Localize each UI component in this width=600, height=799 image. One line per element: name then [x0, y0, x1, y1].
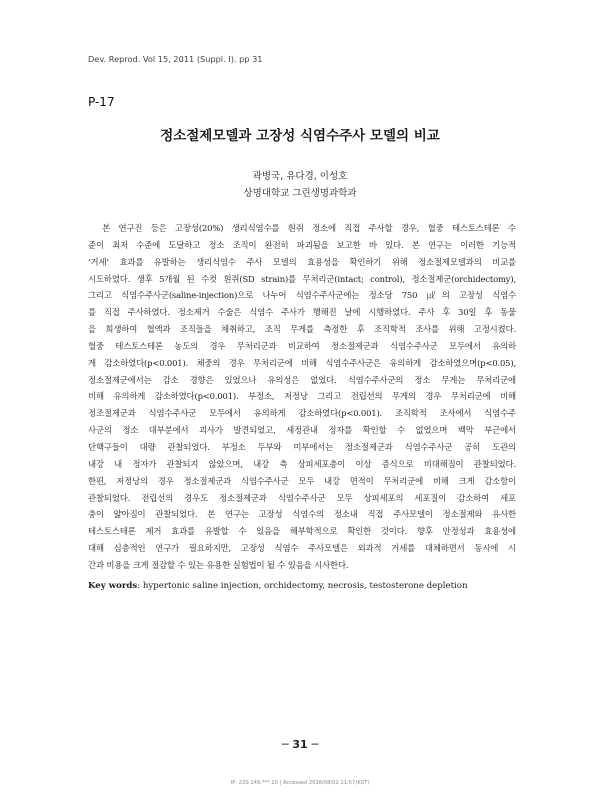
paper-title: 정소절제모델과 고장성 식염수주사 모델의 비교 [160, 128, 440, 144]
abstract-line: 본 연구진 등은 고장성(20%) 생리식염수를 흰쥐 정소에 직접 주사할 경우, 혈중 테스토스테론 수 [88, 223, 516, 233]
abstract-line: 그리고 식염수주사군(saline-injection)으로 나누어 식염수주사군에는 정소당 750 ㎕의 고장성 식염수 [88, 290, 516, 301]
abstract-line: 게 감소하였다(p<0.001). 체중의 경우 무처리군에 비해 식염수주사군은 유의하게 감소하였으며(p<0.05), [88, 357, 516, 368]
access-footer: IP: 220.149.***.10 | Accessed 2018/08/02 11:57(KST) [230, 780, 370, 786]
abstract-line: 내강 내 정자가 관찰되지 않았으며, 내강 측 상피세포층이 이상 증식으로 비대해짐이 관찰되었다. [88, 458, 516, 469]
abstract-line: 테스토스테론 제거 효과를 유발할 수 있음을 해부학적으로 확인한 것이다. 향후 안정성과 효용성에 [88, 526, 516, 537]
abstract-line: 충이 얇아짐이 관찰되었다. 본 연구는 고장성 식염수의 정소내 직접 주사모델이 정소절제와 유사한 [88, 509, 516, 520]
abstract-line: 시도하였다. 생후 5개월 된 수컷 흰쥐(SD strain)를 무처리군(intact; control), 정소절제군(orchidectomy), [88, 273, 516, 284]
abstract-line: 를 직접 주사하였다. 정소제거 수술은 식염수 주사가 행해진 날에 시행하였다. 주사 후 30일 후 동물 [88, 307, 516, 318]
affiliation: 상명대학교 그린생명과학과 [243, 188, 357, 199]
keywords-text: : hypertonic saline injection, orchidectomy, necrosis, testosterone depletion [137, 581, 468, 591]
abstract-line: ‘거세’ 효과를 유발하는 생리식염수 주사 모델의 효용성을 확인하기 위해 정소절제모델과의 비교를 [88, 256, 516, 267]
abstract-body [88, 220, 516, 574]
poster-id: P-17 [88, 95, 115, 109]
page-number: ─ 31 ─ [281, 738, 319, 751]
journal-citation-header: Dev. Reprod. Vol 15, 2011 (Suppl. I). pp 31 [88, 54, 263, 64]
keywords-label: Key words [88, 581, 138, 591]
abstract-line: 간과 비용을 크게 절감할 수 있는 유용한 실험법이 될 수 있음을 시사한다. [88, 559, 349, 570]
abstract-line: 한편, 저정낭의 경우 정소절제군과 식염수주사군 모두 내강 면적이 무처리군에 비해 크게 감소함이 [88, 475, 516, 486]
abstract-line: 관찰되었다. 전립선의 경우도 정소절제군과 식염수주사군 모두 상피세포의 세포질이 감소하여 세포 [88, 492, 516, 503]
authors: 곽병국, 유다경, 이성호 [252, 171, 348, 182]
abstract-line: 준이 최저 수준에 도달하고 정소 조직이 완전히 파괴됨을 보고한 바 있다. 본 연구는 이러한 기능적 [88, 239, 516, 250]
abstract-line: 대해 심층적인 연구가 필요하지만, 고장성 식염수 주사모델은 외과적 거세를 대체하면서 동시에 시 [88, 543, 516, 554]
keywords [88, 581, 516, 591]
abstract-line: 단핵구들이 대량 관찰되었다. 부정소 두부와 미부에서는 정소절제군과 식염수주사군 공히 도관의 [88, 441, 516, 452]
abstract-line: 비해 유의하게 감소하였다(p<0.001). 부정소, 저정낭 그리고 전립선의 무게의 경우 무처리군에 비해 [88, 391, 516, 402]
abstract-line: 정소절제군에서는 감소 경향은 있었으나 유의성은 없었다. 식염수주사군의 정소 무게는 무처리군에 [88, 374, 516, 385]
abstract-line: 을 희생하여 혈액과 조직들을 채취하고, 조직 무게를 측정한 후 조직학적 조사를 위해 고정시켰다. [88, 324, 516, 335]
abstract-line: 정조절제군과 식염수주사군 모두에서 유의하게 감소하였다(p<0.001). 조직학적 조사에서 식염수주 [88, 408, 516, 419]
abstract-line: 혈중 테스토스테론 농도의 경우 무처리군과 비교하여 정소절제군과 식염수주사군 모두에서 유의하 [88, 340, 516, 351]
abstract-line: 사군의 정소 대부분에서 괴사가 발견되었고, 세정관내 정자를 확인할 수 없었으며 백막 부근에서 [88, 425, 516, 436]
